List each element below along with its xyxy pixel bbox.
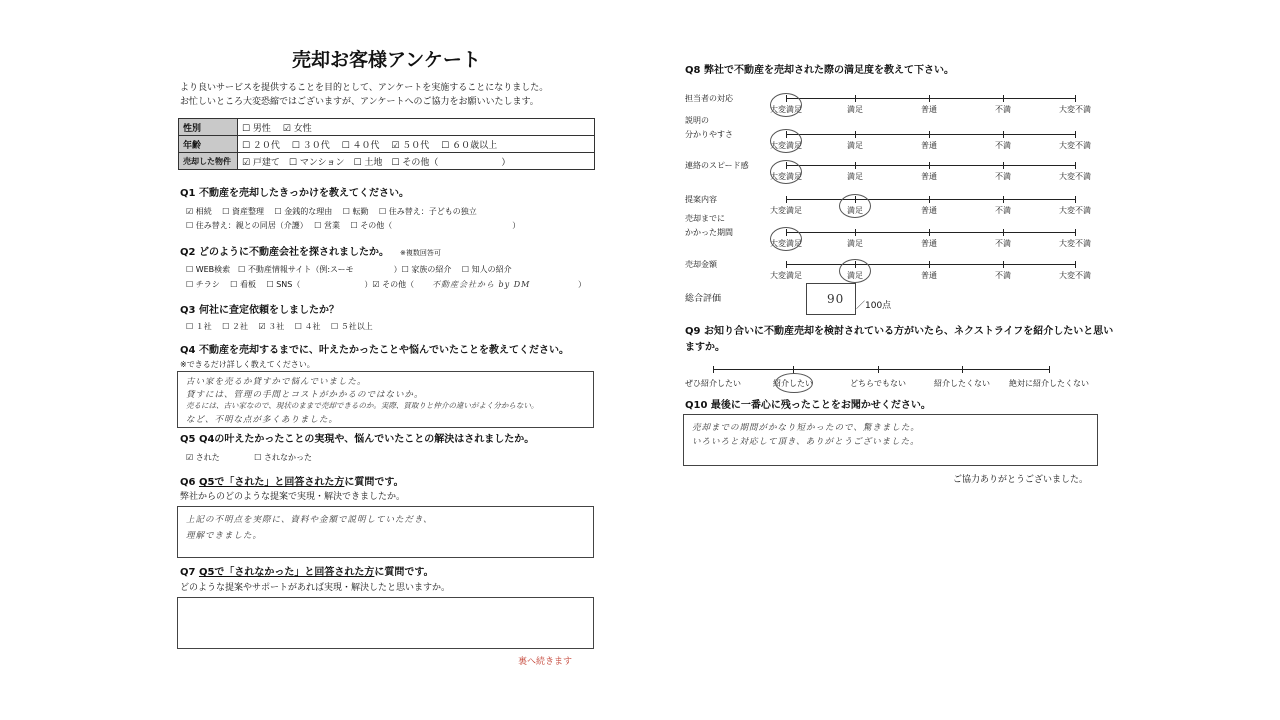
q4-hand-line-4: など、不明な点が多くありました。 bbox=[186, 415, 339, 425]
q9-scale-option-label: 絶対に紹介したくない bbox=[1009, 379, 1089, 388]
q8-scale-option-label: 満足 bbox=[847, 105, 863, 114]
q8-scale-option-label: 大変満足 bbox=[770, 206, 802, 215]
q8-scale-tick[interactable] bbox=[1075, 229, 1076, 236]
q8-scale-option-label: 大変不満 bbox=[1059, 271, 1091, 280]
q8-scale-option-label: 不満 bbox=[995, 105, 1011, 114]
q6-hand-line-1: 上記の不明点を実際に、資料や金額で説明していただき、 bbox=[186, 515, 433, 525]
q8-row-label: 連絡のスピード感 bbox=[685, 161, 749, 170]
q9-scale-tick[interactable] bbox=[713, 366, 714, 373]
q8-scale-option-label: 大変満足 bbox=[770, 239, 802, 248]
q9-scale-option-label: ぜひ紹介したい bbox=[685, 379, 741, 388]
q8-scale-option-label: 満足 bbox=[847, 271, 863, 280]
q8-selection-circle bbox=[839, 259, 871, 283]
q9-title-line-1: Q9 お知り合いに不動産売却を検討されている方がいたら、ネクストライフを紹介したいと思い bbox=[685, 326, 1114, 337]
q8-scale-option-label: 大変満足 bbox=[770, 141, 802, 150]
q3-options[interactable]: ☐ １社 ☐ ２社 ☑ ３社 ☐ ４社 ☐ ５社以上 bbox=[186, 322, 373, 331]
q8-scale-tick[interactable] bbox=[1075, 261, 1076, 268]
q2-other-close: ） bbox=[578, 280, 586, 289]
q7-title bbox=[180, 566, 434, 579]
q7-title-post: に質問です。 bbox=[374, 567, 434, 578]
q8-scale-option-label: 大変満足 bbox=[770, 271, 802, 280]
q5-title: Q5 Q4の叶えたかったことの実現や、悩んでいたことの解決はされましたか。 bbox=[180, 434, 535, 445]
q1-title: Q1 不動産を売却したきっかけを教えてください。 bbox=[180, 188, 409, 199]
q8-total-label: 総合評価 bbox=[685, 294, 722, 304]
q8-scale-option-label: 大変満足 bbox=[770, 105, 802, 114]
property-label: 売却した物件 bbox=[179, 153, 238, 170]
q8-row-label: 説明の bbox=[685, 116, 709, 125]
q8-scale-option-label: 不満 bbox=[995, 271, 1011, 280]
age-label: 年齢 bbox=[179, 136, 238, 153]
intro-line-2: お忙しいところ大変恐縮ではございますが、アンケートへのご協力をお願いいたします。 bbox=[180, 97, 539, 107]
q9-scale-line bbox=[713, 369, 1049, 370]
gender-label: 性別 bbox=[179, 119, 238, 136]
q8-scale-option-label: 大変不満 bbox=[1059, 239, 1091, 248]
q8-scale-tick[interactable] bbox=[929, 95, 930, 102]
q8-scale-option-label: 普通 bbox=[921, 271, 937, 280]
q8-scale-tick[interactable] bbox=[786, 196, 787, 203]
q10-title: Q10 最後に一番心に残ったことをお聞かせください。 bbox=[685, 400, 931, 411]
q4-title: Q4 不動産を売却するまでに、叶えたかったことや悩んでいたことを教えてください。 bbox=[180, 345, 569, 356]
q9-scale-option-label: 紹介したい bbox=[773, 379, 813, 388]
survey-title: 売却お客様アンケート bbox=[292, 49, 481, 71]
property-options[interactable]: ☑ 戸建て ☐ マンション ☐ 土地 ☐ その他（ ） bbox=[238, 153, 595, 170]
q4-hand-line-3: 売るには、古い家なので、現状のままで売却できるのか。実際、買取りと仲介の違いがよく分からない。 bbox=[186, 401, 539, 410]
q8-scale-tick[interactable] bbox=[1003, 261, 1004, 268]
q7-subtitle: どのような提案やサポートがあれば実現・解決したと思いますか。 bbox=[180, 583, 451, 593]
q8-row-label: 提案内容 bbox=[685, 195, 717, 204]
q8-scale-option-label: 大変不満 bbox=[1059, 105, 1091, 114]
q6-title-post: に質問です。 bbox=[344, 477, 404, 488]
q8-row-label: 担当者の対応 bbox=[685, 94, 733, 103]
q9-scale-option-label: どちらでもない bbox=[850, 379, 906, 388]
q2-note: ※複数回答可 bbox=[400, 249, 441, 257]
q8-scale-option-label: 不満 bbox=[995, 239, 1011, 248]
q8-scale-tick[interactable] bbox=[786, 261, 787, 268]
q6-hand-line-2: 理解できました。 bbox=[186, 531, 263, 541]
q1-options-1[interactable]: ☑ 相続 ☐ 資産整理 ☐ 金銭的な理由 ☐ 転勤 ☐ 住み替え：子どもの独立 bbox=[186, 207, 477, 216]
q8-row-label: 売却金額 bbox=[685, 260, 717, 269]
q8-scale-option-label: 普通 bbox=[921, 206, 937, 215]
q8-scale-option-label: 満足 bbox=[847, 172, 863, 181]
q8-scale-option-label: 普通 bbox=[921, 141, 937, 150]
q8-scale-line bbox=[786, 199, 1075, 200]
q8-scale-tick[interactable] bbox=[929, 131, 930, 138]
q8-scale-tick[interactable] bbox=[1003, 162, 1004, 169]
q8-scale-option-label: 不満 bbox=[995, 141, 1011, 150]
q8-row-label: 分かりやすさ bbox=[685, 130, 733, 139]
q8-scale-line bbox=[786, 98, 1075, 99]
q6-subtitle: 弊社からのどのような提案で実現・解決できましたか。 bbox=[180, 492, 406, 502]
intro-line-1: より良いサービスを提供することを目的として、アンケートを実施することになりました。 bbox=[180, 83, 549, 93]
q8-scale-tick[interactable] bbox=[929, 261, 930, 268]
q8-scale-option-label: 満足 bbox=[847, 239, 863, 248]
q1-options-2[interactable]: ☐ 住み替え：親との同居（介護） ☐ 営業 ☐ その他（ ） bbox=[186, 221, 521, 230]
q8-scale-option-label: 大変不満 bbox=[1059, 206, 1091, 215]
q8-scale-tick[interactable] bbox=[1075, 196, 1076, 203]
q8-scale-tick[interactable] bbox=[1003, 95, 1004, 102]
q8-scale-tick[interactable] bbox=[855, 95, 856, 102]
q8-scale-tick[interactable] bbox=[929, 196, 930, 203]
q8-scale-option-label: 大変不満 bbox=[1059, 141, 1091, 150]
respondent-info-table bbox=[178, 118, 595, 170]
thanks-note: ご協力ありがとうございました。 bbox=[953, 475, 1089, 485]
q8-scale-option-label: 普通 bbox=[921, 172, 937, 181]
age-options[interactable]: ☐ ２０代 ☐ ３０代 ☐ ４０代 ☑ ５０代 ☐ ６０歳以上 bbox=[238, 136, 595, 153]
q8-scale-tick[interactable] bbox=[1075, 162, 1076, 169]
q9-title-line-2: ますか。 bbox=[685, 342, 725, 353]
q9-scale-option-label: 紹介したくない bbox=[934, 379, 990, 388]
q6-title bbox=[180, 476, 404, 489]
q10-answer-box[interactable] bbox=[683, 414, 1098, 466]
q8-scale-tick[interactable] bbox=[1003, 229, 1004, 236]
q8-scale-tick[interactable] bbox=[1003, 196, 1004, 203]
q8-scale-option-label: 満足 bbox=[847, 206, 863, 215]
q4-note: ※できるだけ詳しく教えてください。 bbox=[180, 360, 315, 369]
q8-scale-tick[interactable] bbox=[855, 131, 856, 138]
q4-hand-line-1: 古い家を売るか貸すかで悩んでいました。 bbox=[186, 377, 367, 387]
q8-scale-option-label: 不満 bbox=[995, 172, 1011, 181]
q8-scale-option-label: 大変不満 bbox=[1059, 172, 1091, 181]
q8-scale-tick[interactable] bbox=[1075, 131, 1076, 138]
q8-selection-circle bbox=[770, 93, 802, 117]
gender-options[interactable]: ☐ 男性 ☑ 女性 bbox=[238, 119, 595, 136]
continue-note: 裏へ続きます bbox=[518, 657, 573, 667]
q4-answer-box[interactable] bbox=[177, 371, 594, 428]
q9-selection-circle bbox=[775, 373, 813, 393]
q8-scale-option-label: 満足 bbox=[847, 141, 863, 150]
q7-title-underlined: Q5で「されなかった」と回答された方 bbox=[198, 567, 375, 578]
q9-scale-tick[interactable] bbox=[878, 366, 879, 373]
q9-scale-tick[interactable] bbox=[793, 366, 794, 373]
q4-hand-line-2: 貸すには、管理の手間とコストがかかるのではないか。 bbox=[186, 390, 424, 400]
q8-total-box[interactable] bbox=[806, 283, 856, 315]
q6-answer-box[interactable] bbox=[177, 506, 594, 558]
q8-scale-line bbox=[786, 134, 1075, 135]
q8-total-value: 90 bbox=[827, 292, 845, 306]
q8-scale-tick[interactable] bbox=[855, 229, 856, 236]
q7-answer-box[interactable] bbox=[177, 597, 594, 649]
q8-scale-tick[interactable] bbox=[929, 229, 930, 236]
q10-hand-line-2: いろいろと対応して頂き、ありがとうございました。 bbox=[692, 437, 920, 447]
q10-hand-line-1: 売却までの期間がかなり短かったので、驚きました。 bbox=[692, 423, 920, 433]
q3-title: Q3 何社に査定依頼をしましたか？ bbox=[180, 305, 339, 316]
q2-other-handwritten: 不動産会社から by DM bbox=[432, 280, 531, 289]
q8-scale-tick[interactable] bbox=[855, 162, 856, 169]
q7-title-pre: Q7 bbox=[180, 567, 199, 578]
q8-selection-circle bbox=[770, 160, 802, 184]
q8-selection-circle bbox=[770, 129, 802, 153]
q8-scale-line bbox=[786, 232, 1075, 233]
q8-selection-circle bbox=[770, 227, 802, 251]
q8-scale-option-label: 不満 bbox=[995, 206, 1011, 215]
q9-scale-tick[interactable] bbox=[962, 366, 963, 373]
q8-selection-circle bbox=[839, 194, 871, 218]
q6-title-underlined: Q5で「された」と回答された方 bbox=[198, 477, 345, 488]
q8-scale-tick[interactable] bbox=[1003, 131, 1004, 138]
q2-options-1[interactable]: ☐ WEB検索 ☐ 不動産情報サイト（例:スーモ ）☐ 家族の紹介 ☐ 知人の紹介 bbox=[186, 265, 512, 274]
q8-row-label: かかった期間 bbox=[685, 228, 733, 237]
q8-scale-option-label: 普通 bbox=[921, 105, 937, 114]
q8-scale-option-label: 大変満足 bbox=[770, 172, 802, 181]
q8-row-label: 売却までに bbox=[685, 214, 725, 223]
q8-scale-option-label: 普通 bbox=[921, 239, 937, 248]
q9-scale-tick[interactable] bbox=[1049, 366, 1050, 373]
q8-scale-tick[interactable] bbox=[1075, 95, 1076, 102]
q8-title: Q8 弊社で不動産を売却された際の満足度を教えて下さい。 bbox=[685, 65, 954, 76]
q6-title-pre: Q6 bbox=[180, 477, 199, 488]
q2-options-2[interactable]: ☐ チラシ ☐ 看板 ☐ SNS（ ）☑ その他（ bbox=[186, 280, 415, 289]
q2-title: Q2 どのように不動産会社を探されましたか。 bbox=[180, 247, 389, 258]
q8-scale-line bbox=[786, 165, 1075, 166]
q5-options[interactable]: ☑ された ☐ されなかった bbox=[186, 453, 312, 462]
q8-scale-line bbox=[786, 264, 1075, 265]
q8-scale-tick[interactable] bbox=[929, 162, 930, 169]
q8-total-unit: ／100点 bbox=[856, 301, 892, 311]
